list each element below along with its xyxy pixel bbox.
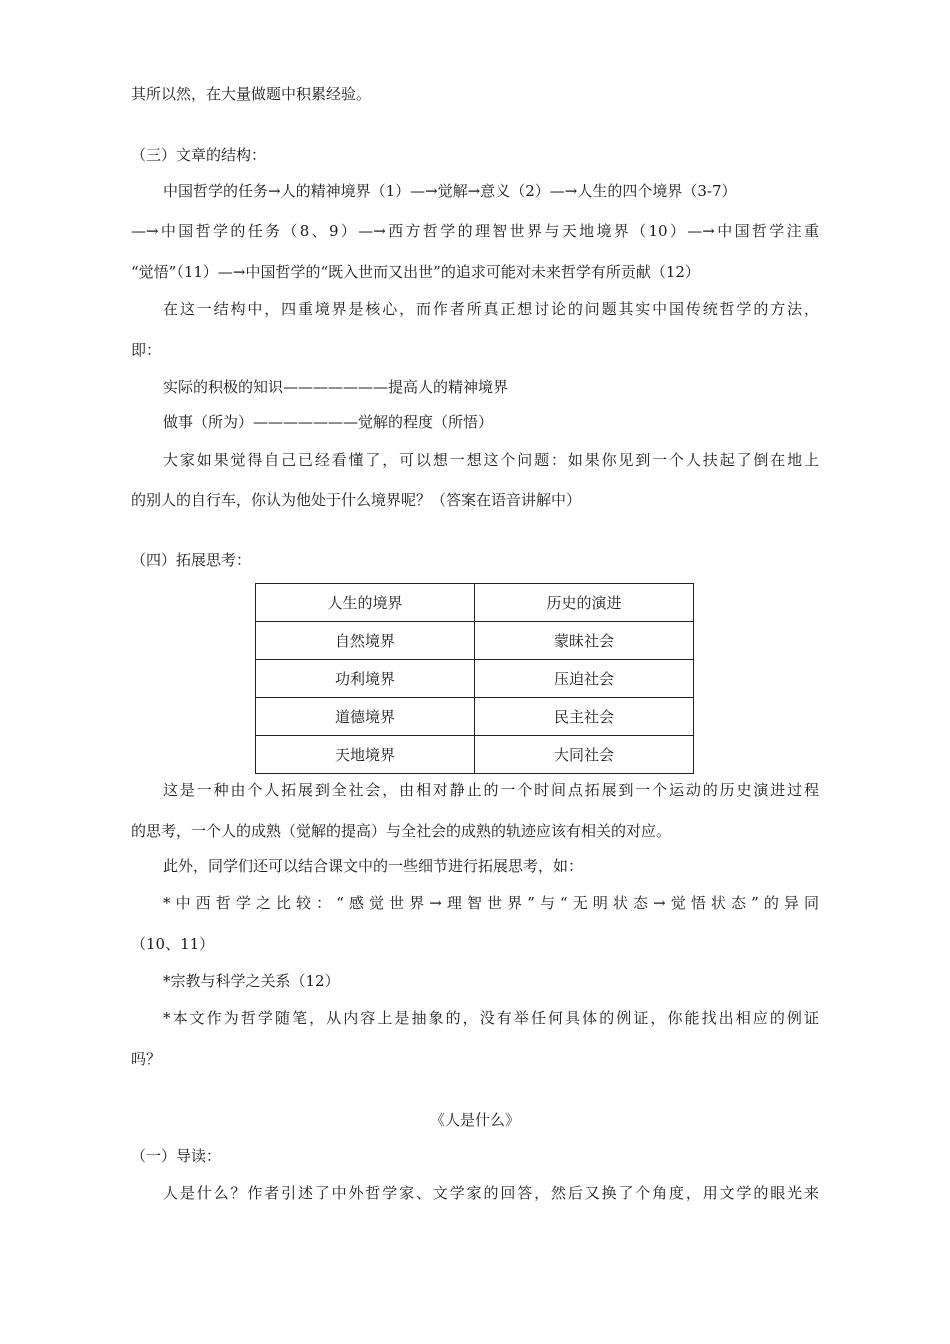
table-cell: 天地境界 (256, 736, 475, 774)
article-title: 《人是什么》 (429, 1111, 520, 1129)
paragraph-line: 此外，同学们还可以结合课文中的一些细节进行拓展思考，如： (163, 857, 584, 875)
section-heading-introduction: （一）导读： (131, 1147, 222, 1165)
paragraph-line: 的思考，一个人的成熟（觉解的提高）与全社会的成熟的轨迹应该有相关的对应。 (131, 822, 672, 840)
table-row (256, 698, 694, 736)
paragraph-line: 的别人的自行车，你认为他处于什么境界呢？（答案在语音讲解中） (131, 491, 582, 509)
table-row (256, 660, 694, 698)
table-row (256, 622, 694, 660)
realm-history-table (255, 583, 694, 774)
paragraph-line: *本文作为哲学随笔，从内容上是抽象的，没有举任何具体的例证，你能找出相应的例证 (163, 1009, 819, 1027)
paragraph-line: （10、11） (131, 935, 215, 953)
table-cell: 自然境界 (256, 622, 475, 660)
paragraph-line: 人是什么？作者引述了中外哲学家、文学家的回答，然后又换了个角度，用文学的眼光来 (163, 1184, 819, 1202)
table-row (256, 736, 694, 774)
paragraph-line: 中国哲学的任务→人的精神境界（1）—→觉解→意义（2）—→人生的四个境界（3-7） (163, 182, 737, 200)
paragraph-line: 即： (131, 341, 162, 359)
paragraph-line: 在这一结构中，四重境界是核心，而作者所真正想讨论的问题其实中国传统哲学的方法， (163, 300, 819, 318)
paragraph-line: 这是一种由个人拓展到全社会，由相对静止的一个时间点拓展到一个运动的历史演进过程 (163, 781, 819, 799)
paragraph-line: 实际的积极的知识———————提高人的精神境界 (163, 378, 509, 396)
table-header-cell: 历史的演进 (475, 584, 694, 622)
paragraph-line: *中西哲学之比较：“感觉世界→理智世界”与“无明状态→觉悟状态”的异同 (163, 894, 819, 912)
paragraph-line: *宗教与科学之关系（12） (163, 972, 340, 990)
table-cell: 民主社会 (475, 698, 694, 736)
paragraph-line: “觉悟”（11）—→中国哲学的“既入世而又出世”的追求可能对未来哲学有所贡献（12） (131, 263, 700, 281)
paragraph-line: 吗？ (131, 1050, 162, 1068)
section-heading-structure: （三）文章的结构： (131, 146, 267, 164)
table-cell: 压迫社会 (475, 660, 694, 698)
paragraph-line: 大家如果觉得自己已经看懂了，可以想一想这个问题：如果你见到一个人扶起了倒在地上 (163, 451, 819, 469)
paragraph-line: 其所以然，在大量做题中积累经验。 (131, 85, 372, 103)
section-heading-extension: （四）拓展思考： (131, 551, 252, 569)
table-header-cell: 人生的境界 (256, 584, 475, 622)
table-cell: 功利境界 (256, 660, 475, 698)
paragraph-line: —→中国哲学的任务（8、9）—→西方哲学的理智世界与天地境界（10）—→中国哲学注重 (131, 222, 819, 240)
table-header-row (256, 584, 694, 622)
paragraph-line: 做事（所为）———————觉解的程度（所悟） (163, 413, 494, 431)
table-cell: 大同社会 (475, 736, 694, 774)
table-cell: 蒙昧社会 (475, 622, 694, 660)
table-cell: 道德境界 (256, 698, 475, 736)
